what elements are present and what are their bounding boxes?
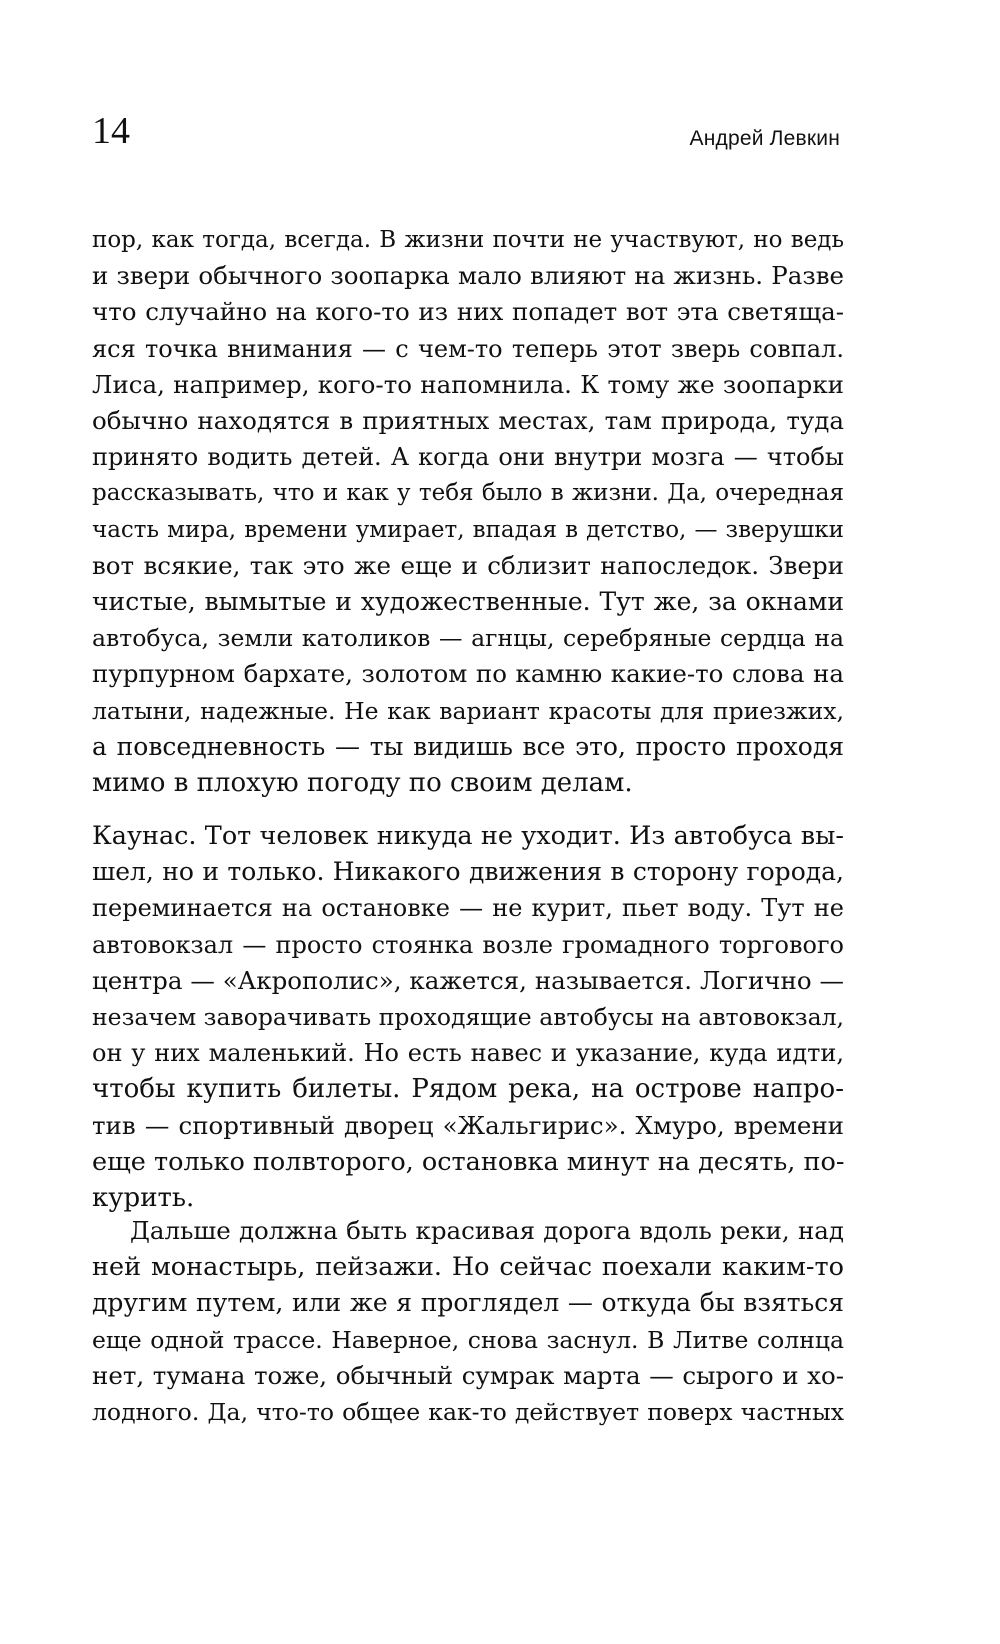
paragraph-1	[92, 222, 844, 801]
text-line: принято водить детей. А когда они внутри мозга — чтобы	[92, 443, 844, 472]
text-line: переминается на остановке — не курит, пьет воду. Тут не	[92, 894, 844, 923]
text-line: незачем заворачивать проходящие автобусы на автовокзал,	[92, 1003, 844, 1032]
text-line: Лиса, например, кого-то напомнила. К тому же зоопарки	[92, 369, 844, 399]
text-line: центра — «Акрополис», кажется, называется. Логично —	[92, 965, 844, 995]
paragraph-text	[92, 222, 844, 801]
text-line: Каунас. Тот человек никуда не уходит. Из автобуса вы-	[92, 821, 844, 851]
text-line: другим путем, или же я проглядел — откуда бы взяться	[92, 1288, 844, 1318]
text-line: автовокзал — просто стоянка возле громадного торгового	[92, 930, 844, 959]
text-line: яся точка внимания — с чем-то теперь этот зверь совпал.	[92, 334, 844, 363]
text-line: он у них маленький. Но есть навес и указание, куда идти,	[92, 1039, 844, 1068]
text-line: ней монастырь, пейзажи. Но сейчас поехали каким-то	[92, 1252, 844, 1283]
text-line: чтобы купить билеты. Рядом река, на острове напро-	[92, 1074, 844, 1105]
text-line: рассказывать, что и как у тебя было в жизни. Да, очередная	[92, 480, 844, 507]
text-line: пор, как тогда, всегда. В жизни почти не участвуют, но ведь	[92, 227, 844, 253]
text-line: что случайно на кого-то из них попадет вот эта светяща-	[92, 297, 844, 327]
text-line: шел, но и только. Никакого движения в сторону города,	[92, 857, 844, 887]
paragraph-3	[92, 1213, 844, 1430]
page-number: 14	[92, 110, 130, 152]
text-line: еще одной трассе. Наверное, снова заснул. В Литве солнца	[92, 1325, 844, 1354]
text-line: обычно находятся в приятных местах, там природа, туда	[92, 406, 844, 436]
text-line: автобуса, земли католиков — агнцы, серебряные сердца на	[92, 624, 844, 653]
text-line: часть мира, времени умирает, впадая в детство, — зверушки	[92, 516, 844, 543]
text-line: и звери обычного зоопарка мало влияют на жизнь. Разве	[92, 261, 844, 291]
text-line: вот всякие, так это же еще и сблизит напоследок. Звери	[92, 550, 844, 580]
text-line: лодного. Да, что-то общее как-то действует поверх частных	[92, 1398, 844, 1427]
running-header-author: Андрей Левкин	[689, 127, 840, 150]
paragraph-2	[92, 818, 844, 1216]
text-line: чистые, вымытые и художественные. Тут же, за окнами	[92, 587, 844, 617]
text-line: нет, тумана тоже, обычный сумрак марта — сырого и хо-	[92, 1360, 844, 1390]
paragraph-text	[92, 1213, 844, 1430]
text-line: пурпурном бархате, золотом по камню какие-то слова на	[92, 659, 844, 689]
text-line: еще только полвторого, остановка минут на десять, по-	[92, 1146, 845, 1177]
text-line: мимо в плохую погоду по своим делам.	[92, 768, 633, 799]
text-line: а повседневность — ты видишь все это, просто проходя	[92, 731, 844, 761]
paragraph-text	[92, 818, 844, 1216]
text-line: Дальше должна быть красивая дорога вдоль реки, над	[130, 1216, 844, 1245]
text-line: курить.	[92, 1183, 195, 1214]
text-line: тив — спортивный дворец «Жальгирис». Хмуро, времени	[92, 1110, 844, 1140]
text-line: латыни, надежные. Не как вариант красоты для приезжих,	[92, 696, 844, 725]
